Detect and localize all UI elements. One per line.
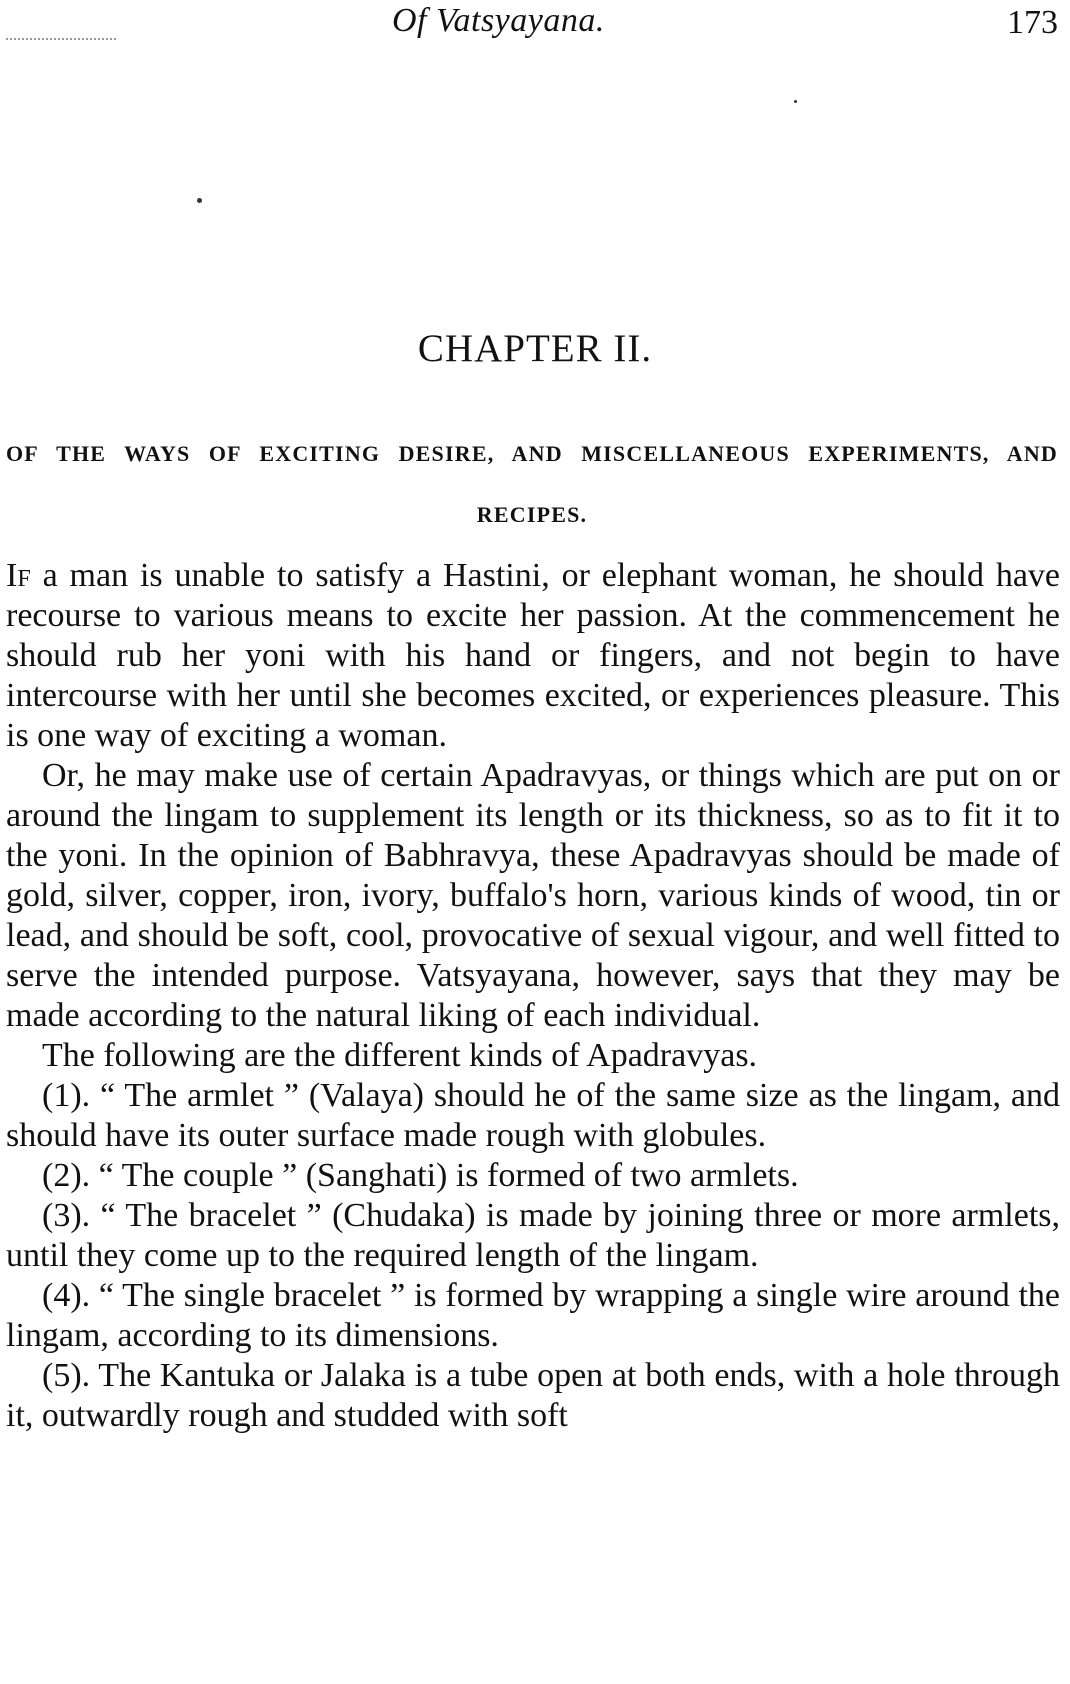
- list-item: [6, 1276, 1060, 1356]
- running-head: [0, 2, 1070, 48]
- running-head-title: Of Vatsyayana.: [392, 2, 605, 39]
- print-smudge: [6, 38, 116, 46]
- paragraph-lead-word: If: [6, 557, 31, 594]
- item-text: “ The armlet ” (Valaya) should he of the same size as the lingam, and should have its outer surface made rough with globules.: [6, 1077, 1060, 1154]
- item-number: (2).: [42, 1157, 91, 1194]
- item-number: (5).: [42, 1357, 91, 1394]
- list-item: [6, 1196, 1060, 1276]
- item-text: “ The couple ” (Sanghati) is formed of two armlets.: [98, 1157, 799, 1194]
- item-text: “ The bracelet ” (Chudaka) is made by joining three or more armlets, until they come up to the required length of the lingam.: [6, 1197, 1061, 1274]
- paragraph: The following are the different kinds of Apadravyas.: [42, 1037, 758, 1074]
- chapter-subtitle: OF THE WAYS OF EXCITING DESIRE, AND MISCELLANEOUS EXPERIMENTS, AND RECIPES.: [6, 441, 1058, 527]
- item-number: (4).: [42, 1277, 91, 1314]
- page-number: 173: [1007, 4, 1058, 41]
- paragraph-text: a man is unable to satisfy a Hastini, or elephant woman, he should have recourse to various means to excite her passion. At the commencement he should rub her yoni with his hand or fingers, and not begin to have intercourse with her until she becomes excited, or experiences pleasure. This is one way of exciting a woman.: [6, 557, 1061, 754]
- body-text: [6, 556, 1060, 1436]
- paragraph: Or, he may make use of certain Apadravyas, or things which are put on or around the lingam to supplement its length or its thickness, so as to fit it to the yoni. In the opinion of Babhravya, these Apadravyas should be made of gold, silver, copper, iron, ivory, buffalo's horn, various kinds of wood, tin or lead, and should be soft, cool, provocative of sexual vigour, and well fitted to serve the intended purpose. Vatsyayana, however, says that they may be made according to the natural liking of each individual.: [6, 757, 1060, 1034]
- chapter-title: CHAPTER II.: [417, 327, 653, 370]
- list-item: [6, 1156, 1060, 1196]
- item-text: The Kantuka or Jalaka is a tube open at both ends, with a hole through it, outwardly rough and studded with soft: [6, 1357, 1061, 1434]
- item-number: (1).: [42, 1077, 91, 1114]
- list-item: [6, 1356, 1060, 1436]
- list-item: [6, 1076, 1060, 1156]
- item-text: “ The single bracelet ” is formed by wrapping a single wire around the lingam, according to its dimensions.: [6, 1277, 1060, 1354]
- paragraph: [6, 556, 1060, 756]
- print-speck: [197, 198, 202, 203]
- item-number: (3).: [42, 1197, 91, 1234]
- print-speck: [794, 100, 797, 103]
